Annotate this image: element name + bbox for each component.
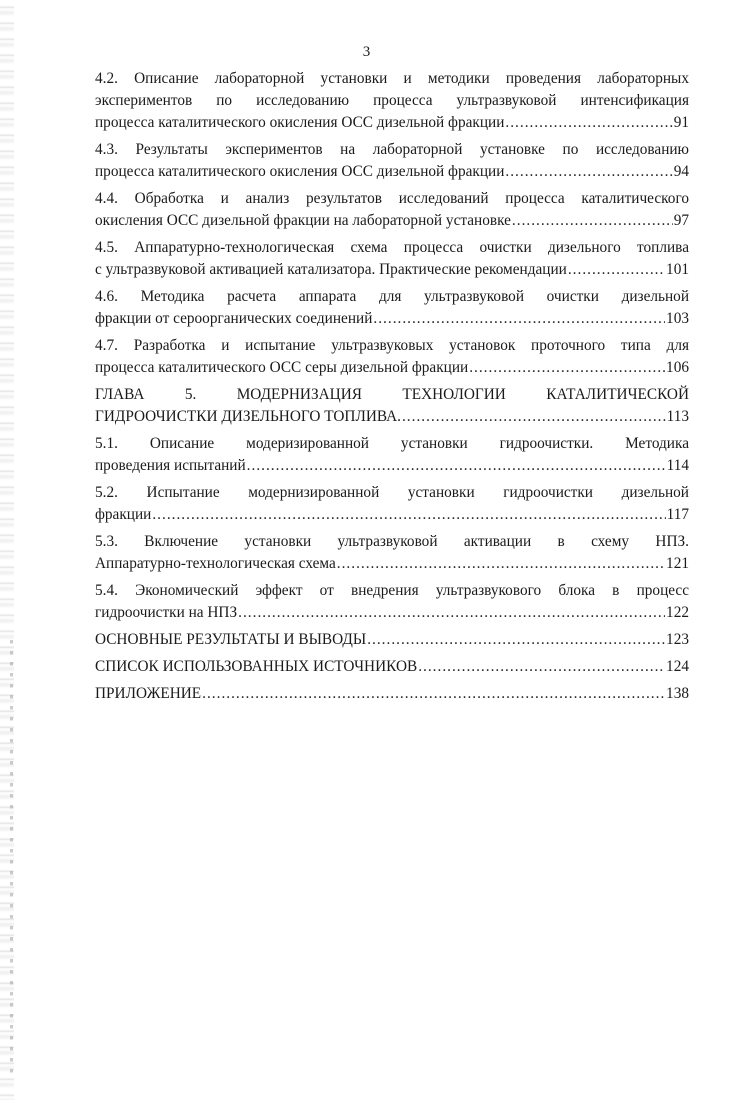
toc-entry-title-end: процесса каталитического окисления ОСС дизельной фракции: [95, 114, 505, 131]
toc-entry-appendix: [95, 683, 689, 705]
toc-entry-last-line: [95, 455, 689, 477]
toc-page-ref: 103: [666, 310, 689, 327]
dot-leader: [367, 629, 665, 651]
dot-leader: [402, 406, 666, 428]
toc-entry-title-end: гидроочистки на НПЗ: [95, 604, 238, 621]
toc-entry-4-3: [95, 139, 689, 183]
toc-entry-line: экспериментов по исследованию процесса ультразвуковой интенсификация: [95, 92, 689, 109]
toc-entry-title-end: ОСНОВНЫЕ РЕЗУЛЬТАТЫ И ВЫВОДЫ: [95, 631, 367, 648]
toc-page-ref: 117: [666, 506, 689, 523]
toc-entry-last-line: [95, 553, 689, 575]
toc-entry-title-end: процесса каталитического окисления ОСС дизельной фракции: [95, 163, 505, 180]
dot-leader: [373, 308, 665, 330]
toc-entry-line: 4.5. Аппаратурно-технологическая схема процесса очистки дизельного топлива: [95, 239, 689, 256]
dot-leader: [152, 504, 665, 526]
toc-page-ref: 123: [666, 631, 689, 648]
toc-entry-title-end: фракции: [95, 506, 152, 523]
dot-leader: [505, 112, 672, 134]
toc-entry-last-line: [95, 161, 689, 183]
toc-entry-4-7: [95, 335, 689, 379]
toc-entry-last-line: [95, 683, 689, 705]
dot-leader: [512, 210, 673, 232]
toc-entry-title-end: ПРИЛОЖЕНИЕ: [95, 685, 202, 702]
toc-entry-last-line: [95, 357, 689, 379]
toc-entry-5-3: [95, 531, 689, 575]
toc-entry-title-end: Аппаратурно-технологическая схема: [95, 555, 336, 572]
dot-leader: [247, 455, 666, 477]
toc-entry-results: [95, 629, 689, 651]
toc-page-ref: 101: [666, 261, 689, 278]
toc-entry-last-line: [95, 629, 689, 651]
toc-entry-title-end: ГИДРООЧИСТКИ ДИЗЕЛЬНОГО ТОПЛИВА.: [95, 408, 401, 425]
toc-entry-4-6: [95, 286, 689, 330]
toc-entry-chapter-5: [95, 384, 689, 428]
scan-binding-marks: [10, 640, 13, 1080]
toc-page-ref: 114: [666, 457, 689, 474]
toc-page-ref: 91: [673, 114, 689, 131]
toc-entry-line: 4.2. Описание лабораторной установки и методики проведения лабораторных: [95, 70, 689, 87]
toc-entry-line: 4.7. Разработка и испытание ультразвуковых установок проточного типа для: [95, 337, 689, 354]
toc-entry-line: 5.2. Испытание модернизированной установки гидроочистки дизельной: [95, 484, 689, 501]
toc-entry-5-4: [95, 580, 689, 624]
toc-entry-5-1: [95, 433, 689, 477]
toc-page-ref: 124: [666, 658, 689, 675]
toc-page-ref: 121: [666, 555, 689, 572]
toc-entry-last-line: [95, 210, 689, 232]
toc-entry-references: [95, 656, 689, 678]
toc-entry-4-2: [95, 68, 689, 134]
toc-entry-last-line: [95, 308, 689, 330]
toc-entry-4-4: [95, 188, 689, 232]
toc-entry-line: ГЛАВА 5. МОДЕРНИЗАЦИЯ ТЕХНОЛОГИИ КАТАЛИТИЧЕСКОЙ: [95, 386, 689, 403]
dot-leader: [337, 553, 665, 575]
toc-entry-title-end: с ультразвуковой активацией катализатора. Практические рекомендации: [95, 261, 567, 278]
toc-entry-title-end: проведения испытаний: [95, 457, 246, 474]
toc-page-ref: 106: [666, 359, 689, 376]
toc-page-ref: 94: [673, 163, 689, 180]
toc-entry-line: 5.4. Экономический эффект от внедрения ультразвукового блока в процесс: [95, 582, 689, 599]
toc-entry-line: 4.4. Обработка и анализ результатов исследований процесса каталитического: [95, 190, 689, 207]
toc-entry-4-5: [95, 237, 689, 281]
toc-page-ref: 97: [673, 212, 689, 229]
toc-entry-last-line: [95, 406, 689, 428]
toc-page-ref: 138: [666, 685, 689, 702]
dot-leader: [505, 161, 672, 183]
toc-entry-title-end: окисления ОСС дизельной фракции на лабораторной установке: [95, 212, 511, 229]
toc-entry-5-2: [95, 482, 689, 526]
toc-entry-line: 5.1. Описание модеризированной установки гидроочистки. Методика: [95, 435, 689, 452]
toc-entry-last-line: [95, 112, 689, 134]
dot-leader: [202, 683, 665, 705]
toc-page-ref: 113: [666, 408, 689, 425]
toc-entry-line: 4.6. Методика расчета аппарата для ультразвуковой очистки дизельной: [95, 288, 689, 305]
toc-entry-last-line: [95, 259, 689, 281]
toc-entry-last-line: [95, 656, 689, 678]
page-number: 3: [362, 44, 371, 60]
toc-entry-last-line: [95, 602, 689, 624]
dot-leader: [469, 357, 665, 379]
toc-entry-line: 4.3. Результаты экспериментов на лабораторной установке по исследованию: [95, 141, 689, 158]
dot-leader: [568, 259, 665, 281]
toc-page-ref: 122: [666, 604, 689, 621]
dot-leader: [418, 656, 665, 678]
toc-entry-title-end: процесса каталитического ОСС серы дизельной фракции: [95, 359, 469, 376]
toc-entry-title-end: СПИСОК ИСПОЛЬЗОВАННЫХ ИСТОЧНИКОВ: [95, 658, 418, 675]
table-of-contents: [95, 68, 689, 710]
toc-entry-line: 5.3. Включение установки ультразвуковой активации в схему НПЗ.: [95, 533, 689, 550]
toc-entry-title-end: фракции от сероорганических соединений: [95, 310, 373, 327]
toc-entry-last-line: [95, 504, 689, 526]
dot-leader: [238, 602, 665, 624]
